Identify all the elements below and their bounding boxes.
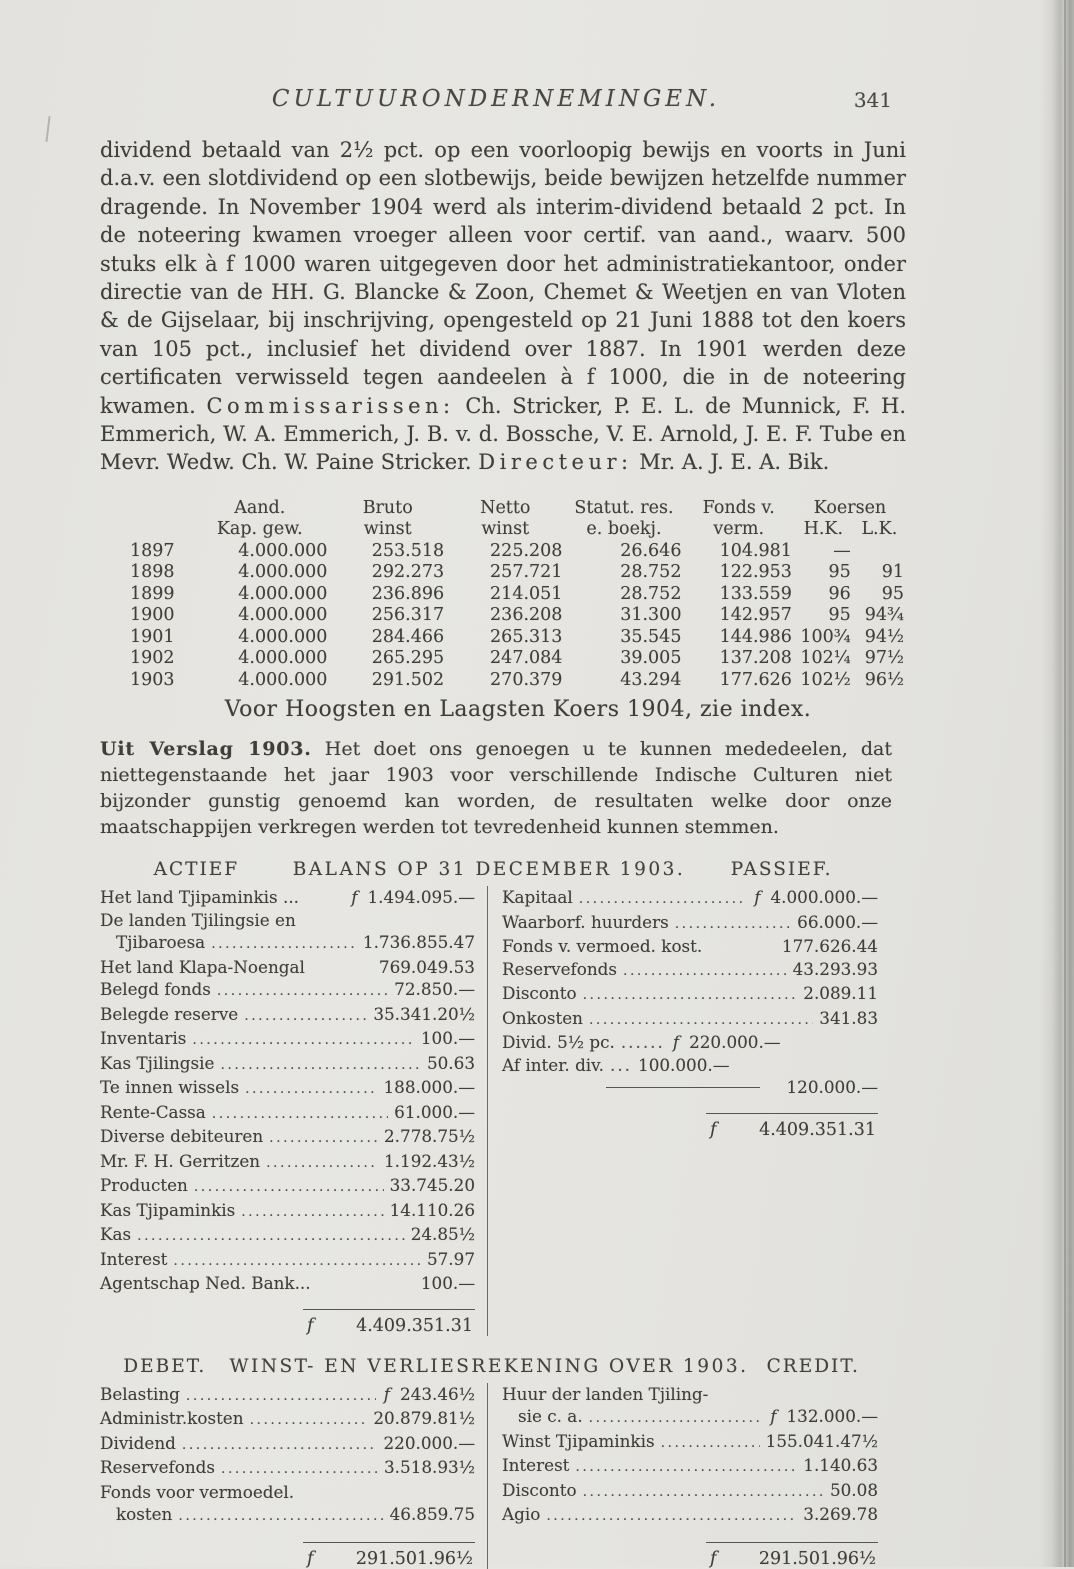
ledger-amount: 243.46½ [400,1383,475,1404]
actief-row [100,886,475,909]
balance-actief-column [100,886,488,1336]
ledger-label: Kapitaal [502,887,573,908]
dot-leader [579,886,746,911]
profit-loss-header [100,1356,878,1377]
pl-header-title: WINST- EN VERLIESREKENING OVER 1903. [229,1355,749,1377]
credit-row [502,1430,878,1455]
ledger-label: Fonds voor vermoedel. [100,1481,295,1502]
table-cell: 236.208 [490,605,563,626]
column-header: Koersen [813,497,887,518]
ledger-amount: 66.000.— [797,911,878,932]
dot-leader: ... [610,1054,633,1075]
verslag-title: Uit Verslag 1903. [100,738,312,761]
dot-leader [220,1052,421,1077]
florin-sign: f [710,1548,717,1569]
table-cell: 104.981 [719,540,792,561]
table-cell: 137.208 [719,648,792,669]
ledger-label: Administr.kosten [100,1408,244,1429]
ledger-amount: 155.041.47½ [765,1430,878,1451]
debet-row [100,1383,475,1408]
th-empty [128,519,190,541]
ledger-amount: 1.140.63 [803,1455,878,1476]
total-amount: 291.501.96½ [758,1548,876,1569]
intro-paragraph [100,136,906,477]
verslag-paragraph [100,736,906,840]
table-cell: 265.313 [490,626,563,647]
ledger-amount: 61.000.— [394,1101,475,1122]
actief-row [100,1199,475,1224]
dot-leader [186,1383,376,1408]
ledger-label: kosten [116,1504,173,1525]
table-row [128,627,906,649]
dot-leader [675,911,791,936]
balance-header-title: BALANS OP 31 DECEMBER 1903. [292,859,686,881]
column-subheader: e. boekj. [586,519,662,540]
table-cell: 95 [828,562,851,583]
actief-row [100,1248,475,1273]
ledger-label: Te innen wissels [100,1077,240,1098]
actief-row [100,1101,475,1126]
table-footnote: Voor Hoogsten en Laagsten Koers 1904, zie index. [224,697,812,723]
ledger-amount: 2.089.11 [803,983,878,1004]
ledger-amount: 220.000.— [383,1432,475,1453]
ledger-amount: 50.08 [829,1479,878,1500]
dot-leader [250,1407,368,1432]
dot-leader [194,1174,384,1199]
table-cell: 257.721 [490,562,563,583]
dot-leader [546,1503,797,1528]
ledger-label: Rente-Cassa [100,1101,206,1122]
column-subheader: L.K. [861,519,898,540]
ledger-label: Het land Klapa-Noengal [100,956,305,977]
actief-row [100,1027,475,1052]
table-cell: — [833,540,851,561]
table-cell: 1901 [130,626,175,647]
credit-row [502,1454,878,1479]
dot-leader [192,1027,414,1052]
table-cell: 265.295 [371,648,445,669]
ledger-label: Waarborf. huurders [502,911,669,932]
ledger-label: Onkosten [502,1007,583,1028]
running-head [100,86,906,120]
table-row [128,562,906,584]
page-title: CULTUURONDERNEMINGEN. [271,86,721,112]
column-header: Aand. [234,497,286,518]
dot-leader [575,1454,797,1479]
ledger-amount: 43.293.93 [792,958,878,979]
ledger-amount: 769.049.53 [378,956,475,977]
florin-sign: f [710,1119,717,1140]
table-cell: 1902 [130,648,175,669]
ledger-amount: 3.269.78 [803,1504,878,1525]
dot-leader [221,1456,378,1481]
spaced-term: Directeur: [478,450,633,475]
ledger-label: Diverse debiteuren [100,1126,264,1147]
debet-row [100,1481,475,1504]
ledger-label: Producten [100,1175,188,1196]
table-cell: 95 [828,605,851,626]
ledger-label: Interest [502,1455,570,1476]
florin-sign: f [307,1315,314,1336]
ledger-label: Inventaris [100,1028,187,1049]
ledger-label: Mr. F. H. Gerritzen [100,1150,261,1171]
table-cell: 291.502 [371,669,445,690]
passief-row [502,911,878,936]
dot-leader [583,1479,824,1504]
credit-total [502,1542,878,1569]
pl-header-credit: CREDIT. [766,1355,860,1377]
table-cell: 31.300 [620,605,682,626]
ledger-amount: 20.879.81½ [373,1408,475,1429]
ledger-label: Het land Tjipaminkis ... [100,887,299,908]
table-cell: 292.273 [371,562,445,583]
passief-row [502,958,878,983]
dot-leader [661,1430,760,1455]
ledger-label: Kas Tjipaminkis [100,1199,236,1220]
table-cell: 247.084 [490,648,563,669]
table-cell: 102½ [800,669,851,690]
verslag-text: Het doet ons genoegen u te kunnen mededeelen, dat niettegenstaande het jaar 1903 voor verschillende Indische Culturen niet bijzonder gunstig genoemd kan worden, de resultaten welke door onze maatschappijen verkregen werden tot tevredenheid kunnen stemmen. [100,738,892,839]
ledger-amount: 3.518.93½ [384,1457,475,1478]
credit-row [502,1383,878,1406]
table-row [128,584,906,606]
table-cell: 28.752 [620,562,682,583]
ledger-label: Winst Tjipaminkis [502,1430,655,1451]
passief-row [502,1007,878,1032]
table-cell: 177.626 [719,669,792,690]
ledger-label: Agio [502,1504,541,1525]
table-cell: 4.000.000 [238,605,328,626]
debet-row [100,1432,475,1457]
florin-sign: f [383,1383,391,1404]
ledger-label: Belegd fonds [100,979,211,1000]
table-cell: 214.051 [490,583,563,604]
column-header: Netto [480,497,531,518]
credit-row [502,1405,878,1430]
debet-row [100,1407,475,1432]
column-subheader: H.K. [803,519,844,540]
table-cell: 4.000.000 [238,583,328,604]
ledger-label: Divid. 5½ pc. [502,1032,615,1053]
table-cell: 256.317 [371,605,445,626]
table-cell: 122.953 [719,562,792,583]
subtotal-rule [606,1087,760,1088]
actief-row [100,1003,475,1028]
ledger-amount: 35.341.20½ [373,1003,475,1024]
balance-header-actief: ACTIEF [153,859,240,881]
ledger-amount: 100.— [420,1273,475,1294]
table-cell: 97½ [864,648,904,669]
ledger-label: Reservefonds [502,958,618,979]
actief-row [100,978,475,1003]
dot-leader [241,1199,383,1224]
column-subheader: verm. [713,519,765,540]
table-cell: 1899 [130,583,175,604]
table-cell: 94½ [864,626,904,647]
balance-header-passief: PASSIEF. [730,859,833,881]
table-cell: 4.000.000 [238,540,328,561]
credit-row [502,1503,878,1528]
ledger-amount: 24.85½ [410,1224,475,1245]
table-cell: 26.646 [620,540,682,561]
table-cell: 100¾ [800,626,851,647]
actief-row [100,1076,475,1101]
table-cell [853,541,906,563]
ledger-amount: 2.778.75½ [384,1126,475,1147]
table-row [128,541,906,563]
table-cell: 4.000.000 [238,626,328,647]
ledger-label: Disconto [502,1479,577,1500]
dot-leader [217,978,388,1003]
table-cell: 95 [881,583,904,604]
dot-leader [269,1125,378,1150]
dot-leader [589,1405,763,1430]
column-subheader: winst [481,519,530,540]
ledger-label: Belegde reserve [100,1003,239,1024]
ledger-amount: 72.850.— [394,979,475,1000]
ledger-amount: 14.110.26 [389,1199,475,1220]
table-header-row-2 [128,519,906,541]
ledger-label: Dividend [100,1432,176,1453]
actief-row [100,956,475,979]
table-row [128,670,906,692]
table-cell: 4.000.000 [238,648,328,669]
column-header: Fonds v. [702,497,775,518]
ledger-amount: 341.83 [819,1007,878,1028]
table-cell: 96 [828,583,851,604]
ledger-amount: 50.63 [426,1052,475,1073]
florin-sign: f [754,887,761,908]
ledger-amount: 188.000.— [383,1077,475,1098]
balance-sheet [100,886,878,1336]
total-amount: 291.501.96½ [355,1548,473,1569]
ledger-label: Disconto [502,983,577,1004]
ledger-amount: 57.97 [426,1248,475,1269]
table-header-row-1 [128,498,906,520]
actief-row [100,1174,475,1199]
dot-leader [266,1150,378,1175]
florin-sign: f [672,1032,680,1053]
ledger-label: Af inter. div. [502,1054,604,1075]
ledger-amount: 4.000.000.— [770,887,878,908]
florin-sign: f [770,1406,777,1427]
table-cell: 4.000.000 [238,669,328,690]
table-cell: 102¼ [800,648,851,669]
table-cell: 91 [881,562,904,583]
ledger-amount: 100.000.— [638,1054,730,1075]
ledger-amount: 220.000.— [689,1032,781,1053]
actief-row [100,1052,475,1077]
table-cell: 284.466 [371,626,445,647]
dot-leader [589,1007,813,1032]
ledger-label: Fonds v. vermoed. kost. [502,936,703,957]
ledger-label: De landen Tjilingsie en [100,909,296,930]
intro-text: Mr. A. J. E. A. Bik. [632,450,830,475]
table-cell: 1903 [130,669,175,690]
table-cell: 142.957 [719,605,792,626]
table-cell: 4.000.000 [238,562,328,583]
debet-total [100,1542,475,1569]
passief-row [502,886,878,911]
column-header: Statut. res. [574,497,674,518]
passief-row [502,982,878,1007]
actief-row [100,1223,475,1248]
profit-loss-account [100,1383,878,1569]
table-cell: 1898 [130,562,175,583]
debet-row [100,1503,475,1528]
table-cell: 39.005 [620,648,682,669]
ledger-label: Tjibaroesa [116,932,206,953]
florin-sign: f [307,1548,314,1569]
pl-credit-column [488,1383,878,1569]
ledger-label: Interest [100,1248,168,1269]
ledger-amount: 33.745.20 [389,1175,475,1196]
table-cell: 43.294 [620,669,682,690]
dot-leader [173,1248,421,1273]
page-number: 341 [853,88,892,112]
dot-leader: ...... [620,1032,665,1053]
table-cell: 94¾ [864,605,904,626]
dot-leader [137,1223,405,1248]
debet-row [100,1456,475,1481]
actief-row [100,1150,475,1175]
total-amount: 4.409.351.31 [356,1315,473,1336]
actief-total [100,1309,475,1336]
ledger-label: sie c. a. [518,1406,583,1427]
column-header: Bruto [362,497,413,518]
table-cell: 133.559 [719,583,792,604]
passief-row [502,1054,878,1077]
table-cell: 270.379 [490,669,563,690]
table-row [128,605,906,627]
dot-leader [182,1432,378,1457]
pl-debet-column [100,1383,488,1569]
actief-row [100,909,475,932]
intro-text: dividend betaald van 2½ pct. op een voorloopig bewijs en voorts in Juni d.a.v. een slotdividend op een slotbewijs, beide bewijzen hetzelfde nummer dragende. In November 1904 werd als interim-dividend betaald 2 pct. In de noteering kwamen vroeger alleen voor certif. van aand., waarv. 500 stuks elk à f 1000 waren uitgegeven door het administratiekantoor, onder directie van de HH. G. Blancke & Zoon, Chemet & Weetjen en van Vloten & de Gijselaar, bij inschrijving, opengesteld op 21 Juni 1888 tot den koers van 105 pct., inclusief het dividend over 1887. In 1901 werden deze certificaten verwisseld tegen aandeelen à f 1000, die in de noteering kwamen. [100,138,906,418]
actief-row [100,1125,475,1150]
table-cell: 144.986 [719,626,792,647]
dot-leader [245,1076,377,1101]
table-cell: 35.545 [620,626,682,647]
credit-row [502,1479,878,1504]
table-cell: 1897 [130,540,175,561]
balance-passief-column [488,886,878,1336]
table-cell: 225.208 [490,540,563,561]
dot-leader [623,958,787,983]
pl-header-debet: DEBET. [123,1355,207,1377]
ledger-amount: 46.859.75 [389,1504,475,1525]
ledger-amount: 1.494.095.— [367,887,475,908]
spaced-term: Commissarissen: [206,393,455,418]
ledger-amount: 100.— [420,1028,475,1049]
dot-leader [244,1003,367,1028]
total-amount: 4.409.351.31 [759,1119,876,1140]
ledger-amount: 177.626.44 [781,936,878,957]
column-subheader: Kap. gew. [216,519,303,540]
results-table [128,498,906,692]
th-empty [128,498,190,520]
florin-sign: f [351,887,358,908]
ledger-amount: 1.192.43½ [384,1150,475,1171]
actief-row [100,931,475,956]
passief-total [502,1113,878,1140]
intro-text: Ch. Stricker, P. E. L. de Munnick, F. H. Emmerich, W. A. Emmerich, J. B. v. d. Bossche, V. E. Arnold, J. E. F. Tube en Mevr. Wedw. Ch. W. Paine Stricker. [100,393,907,475]
dot-leader [211,931,357,956]
dot-leader [212,1101,388,1126]
passief-row [502,1076,878,1099]
table-cell: 253.518 [371,540,445,561]
ledger-label: Agentschap Ned. Bank... [100,1273,311,1294]
dot-leader [583,982,798,1007]
actief-row [100,1272,475,1295]
table-row [128,648,906,670]
ledger-amount: 132.000.— [786,1406,878,1427]
column-subheader: winst [363,519,412,540]
table-cell: 28.752 [620,583,682,604]
table-cell: 236.896 [371,583,445,604]
table-cell: 1900 [130,605,175,626]
ledger-amount: 120.000.— [786,1077,878,1098]
ledger-label: Huur der landen Tjiling- [502,1383,709,1404]
dot-leader [178,1503,383,1528]
ledger-label: Reservefonds [100,1457,216,1478]
ledger-label: Kas Tjilingsie [100,1052,215,1073]
passief-row [502,935,878,958]
table-cell: 96½ [864,669,904,690]
balance-header [100,859,878,880]
ledger-label: Belasting [100,1383,180,1404]
ledger-amount: 1.736.855.47 [362,932,475,953]
passief-row [502,1031,878,1054]
ledger-label: Kas [100,1224,132,1245]
